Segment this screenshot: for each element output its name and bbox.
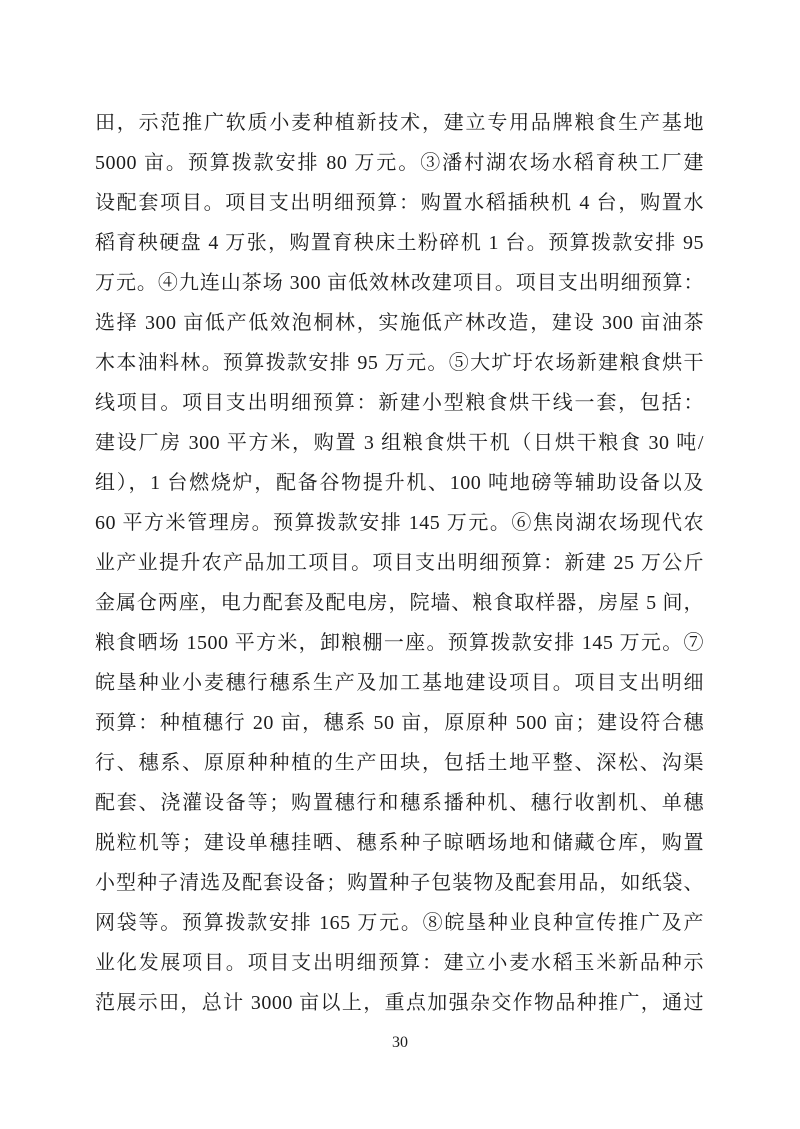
text-line: 皖垦种业小麦穗行穗系生产及加工基地建设项目。项目支出明细	[95, 672, 704, 694]
text-line: 稻育秧硬盘 4 万张，购置育秧床土粉碎机 1 台。预算拨款安排 95	[95, 232, 704, 254]
text-line: 5000 亩。预算拨款安排 80 万元。③潘村湖农场水稻育秧工厂建	[95, 152, 704, 174]
text-line: 脱粒机等；建设单穗挂晒、穗系种子晾晒场地和储藏仓库，购置	[95, 832, 704, 854]
text-line: 行、穗系、原原种种植的生产田块，包括土地平整、深松、沟渠	[95, 752, 704, 774]
text-line: 选择 300 亩低产低效泡桐林，实施低产林改造，建设 300 亩油茶	[95, 312, 704, 334]
text-line: 木本油料林。预算拨款安排 95 万元。⑤大圹圩农场新建粮食烘干	[95, 352, 704, 374]
text-line: 建设厂房 300 平方米，购置 3 组粮食烘干机（日烘干粮食 30 吨/	[95, 432, 704, 454]
text-line: 业化发展项目。项目支出明细预算：建立小麦水稻玉米新品种示	[95, 952, 704, 974]
text-line: 粮食晒场 1500 平方米，卸粮棚一座。预算拨款安排 145 万元。⑦	[95, 632, 704, 654]
text-line: 金属仓两座，电力配套及配电房，院墙、粮食取样器，房屋 5 间，	[95, 592, 704, 614]
text-line: 万元。④九连山茶场 300 亩低效林改建项目。项目支出明细预算：	[95, 272, 704, 294]
text-line: 组），1 台燃烧炉，配备谷物提升机、100 吨地磅等辅助设备以及	[95, 472, 704, 494]
text-line: 业产业提升农产品加工项目。项目支出明细预算：新建 25 万公斤	[95, 552, 704, 574]
text-line: 60 平方米管理房。预算拨款安排 145 万元。⑥焦岗湖农场现代农	[95, 512, 704, 534]
text-line: 小型种子清选及配套设备；购置种子包装物及配套用品，如纸袋、	[95, 872, 704, 894]
text-line: 网袋等。预算拨款安排 165 万元。⑧皖垦种业良种宣传推广及产	[95, 912, 704, 934]
text-line: 田，示范推广软质小麦种植新技术，建立专用品牌粮食生产基地	[95, 112, 704, 134]
text-line: 线项目。项目支出明细预算：新建小型粮食烘干线一套，包括：	[95, 392, 704, 414]
text-line: 配套、浇灌设备等；购置穗行和穗系播种机、穗行收割机、单穗	[95, 792, 704, 814]
body-text	[95, 103, 704, 1023]
page-number: 30	[392, 1034, 408, 1051]
text-line: 范展示田，总计 3000 亩以上，重点加强杂交作物品种推广，通过	[95, 992, 704, 1014]
text-line: 设配套项目。项目支出明细预算：购置水稻插秧机 4 台，购置水	[95, 192, 704, 214]
text-line: 预算：种植穗行 20 亩，穗系 50 亩，原原种 500 亩；建设符合穗	[95, 712, 704, 734]
